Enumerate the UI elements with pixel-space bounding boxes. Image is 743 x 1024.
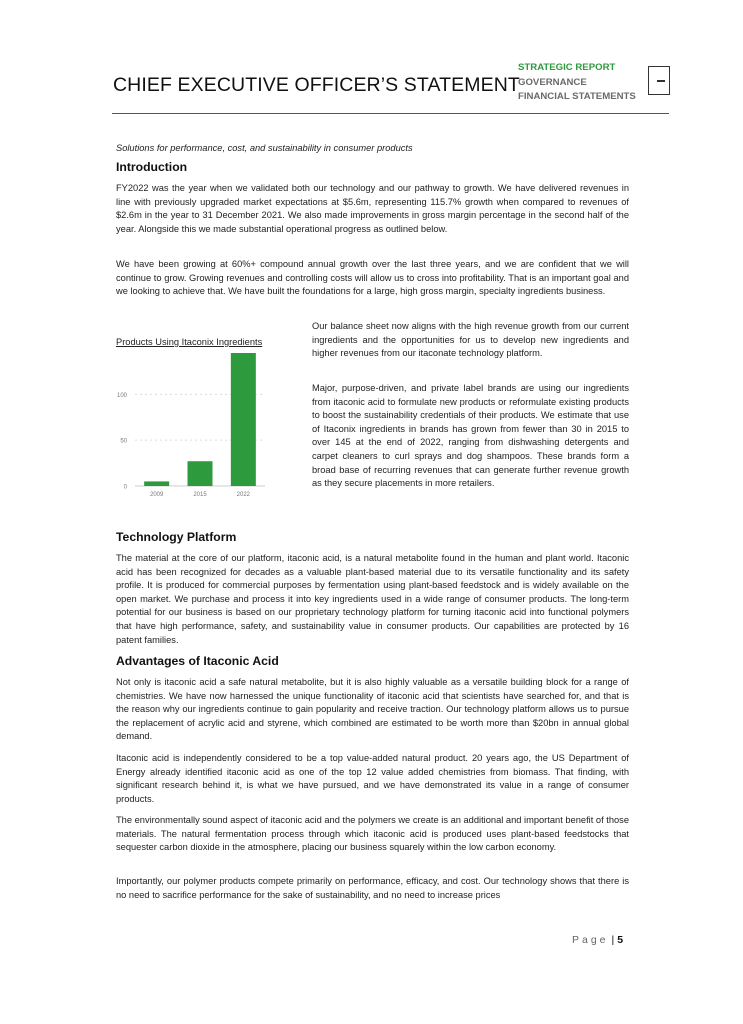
section-nav (518, 61, 636, 105)
bar-2022 (231, 353, 256, 486)
x-tick-label: 2022 (236, 492, 251, 498)
page-title: CHIEF EXECUTIVE OFFICER’S STATEMENT (113, 74, 520, 96)
heading-introduction: Introduction (116, 160, 188, 174)
nav-governance[interactable]: GOVERNANCE (518, 76, 587, 88)
page-label: Page (572, 934, 609, 946)
page-number: 5 (617, 934, 624, 946)
x-tick-label: 2009 (149, 492, 164, 498)
bar-2015 (188, 461, 213, 486)
nav-strategic-report[interactable]: STRATEGIC REPORT (518, 62, 616, 73)
technology-paragraph-1: The material at the core of our platform, itaconic acid, is a natural metabolite found in the human and plant world. Itaconic acid has been recognized for decades as a valuable plant-based material due to its versatile functionality and its safety profile. It is produced for commercial purposes by fermentation using plant-based feedstock and is widely available on the open market. We purchase and process it into key ingredients used in a wide range of consumer products. The long-term potential for our business is based on our proprietary technology platform for turning itaconic acid into functional polymers that have high performance, safety, and sustainability value in consumer products. Our capabilities are protected by 16 patent families. (116, 553, 629, 645)
page-footer: Page | 5 (572, 934, 624, 946)
x-tick-label: 2015 (193, 492, 207, 498)
section-subtitle: Solutions for performance, cost, and sustainability in consumer products (116, 143, 413, 153)
heading-advantages: Advantages of Itaconic Acid (116, 654, 279, 668)
heading-technology-platform: Technology Platform (116, 530, 237, 544)
bar-2009 (144, 481, 169, 486)
advantages-paragraph-4: Importantly, our polymer products compete primarily on performance, efficacy, and cost. Our technology shows that there is no need to sacrifice performance for the sake of sustainability, and no need to increase prices (116, 876, 629, 900)
y-tick-label: 50 (120, 438, 127, 445)
header-divider (112, 113, 669, 114)
intro-paragraph-2: We have been growing at 60%+ compound annual growth over the last three years, and we are confident that we will continue to grow. Growing revenues and controlling costs will allow us to cross into profitability. That is an important goal and we looking to achieve that. We have built the foundations for a large, high gross margin, specialty ingredients business. (116, 259, 629, 297)
y-tick-label: 100 (116, 392, 127, 399)
intro-paragraph-4: Major, purpose-driven, and private label brands are using our ingredients from itaconic acid to formulate new products or reformulate existing products to boost the sustainability credentials of their products. We estimate that use of Itaconix ingredients in brands has grown from fewer than 30 in 2015 to over 145 at the end of 2022, ranging from dishwashing detergents and carpet cleaners to curl sprays and dog shampoos. These brands form a broad base of recurring revenues that can generate further revenue growth as they secure placements in more retailers. (312, 383, 629, 489)
intro-paragraph-3: Our balance sheet now aligns with the high revenue growth from our current ingredients and the opportunities for us to develop new ingredients and higher revenues from our itaconate technology platform. (312, 321, 629, 359)
products-bar-chart (110, 348, 275, 504)
document-icon (648, 66, 670, 95)
advantages-paragraph-2: Itaconic acid is independently considered to be a top value-added natural product. 20 years ago, the US Department of Energy already identified itaconic acid as one of the top 12 value added chemistries from biomass. That finding, with significant research behind it, is what we have pursued, and we have demonstrated its value in a range of consumer products. (116, 753, 629, 804)
chart-title: Products Using Itaconix Ingredients (116, 337, 263, 347)
y-tick-label: 0 (123, 484, 127, 491)
intro-paragraph-1: FY2022 was the year when we validated both our technology and our pathway to growth. We have delivered revenues in line with previously upgraded market expectations at $5.6m, representing 115.7% growth when compared to revenues of $2.6m in the year to 31 December 2021. We also made improvements in gross margin percentage in the second half of the year. Alongside this we made substantial operational progress as outlined below. (116, 183, 629, 234)
advantages-paragraph-3: The environmentally sound aspect of itaconic acid and the polymers we create is an additional and important benefit of those materials. The natural fermentation process through which itaconic acid is produced uses plant-based feedstocks that sequester carbon dioxide in the atmosphere, placing our business squarely within the low carbon economy. (116, 815, 629, 853)
advantages-paragraph-1: Not only is itaconic acid a safe natural metabolite, but it is also highly valuable as a versatile building block for a range of chemistries. We have now harnessed the unique functionality of itaconic acid that scientists have searched for, and that is the reason why our ingredients continue to gain popularity and receive traction. Our technology platform allows us to pursue the replacement of acrylic acid and styrene, which combined are estimated to be worth more than $20bn in annual global demand. (116, 677, 629, 742)
nav-financial-statements[interactable]: FINANCIAL STATEMENTS (518, 91, 636, 102)
